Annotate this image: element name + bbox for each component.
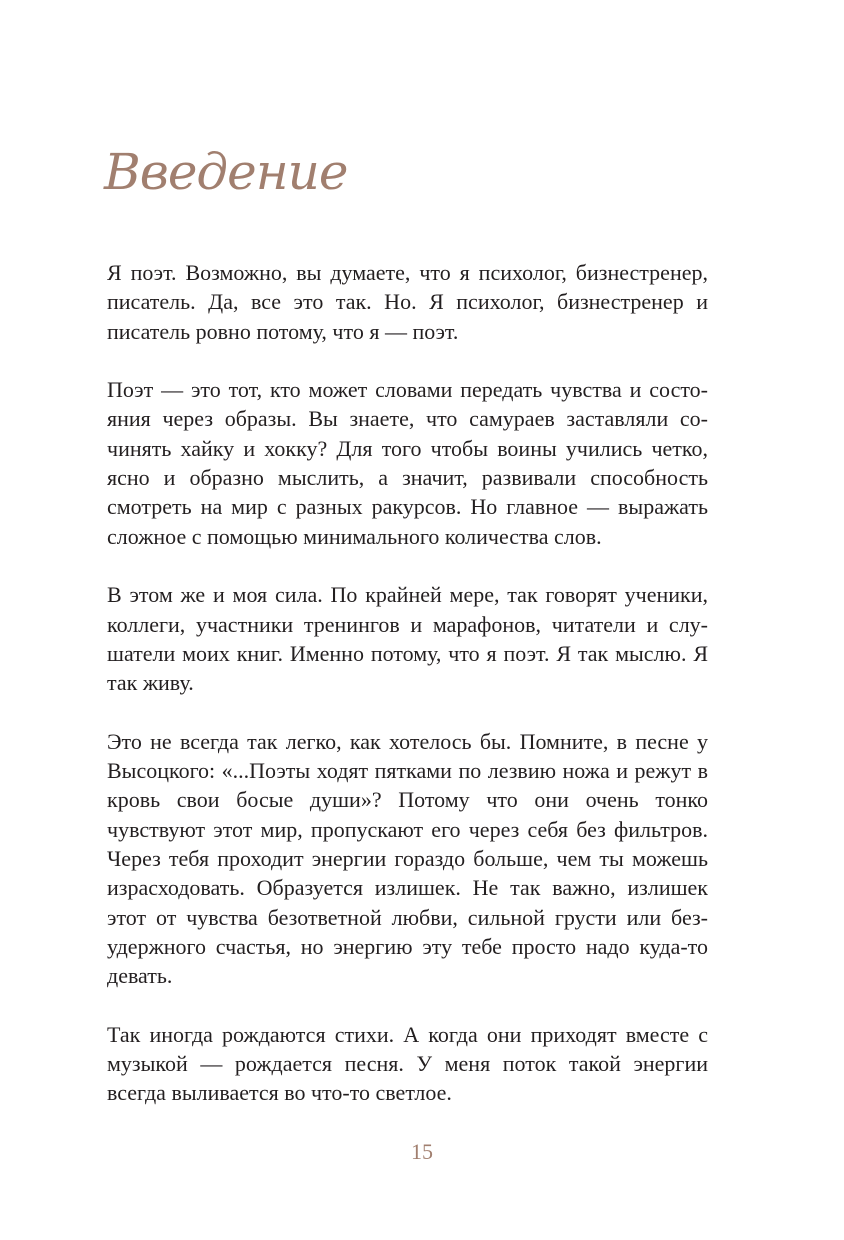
chapter-body (107, 258, 708, 1108)
chapter-title: Введение (104, 143, 348, 201)
paragraph: В этом же и моя сила. По крайней мере, так говорят ученики, коллеги, участники тренингов и марафонов, читатели и слушатели моих книг. Именно потому, что я поэт. Я так мыслю. Я так живу. (107, 582, 708, 696)
page-number: 15 (411, 1139, 433, 1164)
paragraph: Поэт — это тот, кто может словами передать чувства и состояния через образы. Вы знаете, что самураев заставляли сочинять хайку и хокку? Для того чтобы воины учились четко, ясно и образно мыслить, а значит, развивали способность смотреть на мир с разных ракурсов. Но главное — выражать сложное с помощью минимального количества слов. (107, 377, 708, 549)
paragraph: Я поэт. Возможно, вы думаете, что я психолог, бизнестренер, писатель. Да, все это так. Но. Я психолог, бизнестренер и писатель ровно потому, что я — поэт. (107, 260, 708, 344)
paragraph: Так иногда рождаются стихи. А когда они приходят вместе с музыкой — рождается песня. У меня поток такой энергии всегда выливается во что-то светлое. (107, 1021, 708, 1106)
paragraph: Это не всегда так легко, как хотелось бы. Помните, в песне у Высоцкого: «...Поэты ходят пятками по лезвию ножа и режут в кровь свои босые души»? Потому что они очень тонко чувствуют этот мир, пропускают его через себя без фильтров. Через тебя проходит энергии гораздо больше, чем ты можешь израсходовать. Образуется излишек. Не так важно, излишек этот от чувства безответной любви, сильной грусти или безудержного счастья, но энергию эту тебе просто надо куда-то девать. (107, 728, 708, 989)
